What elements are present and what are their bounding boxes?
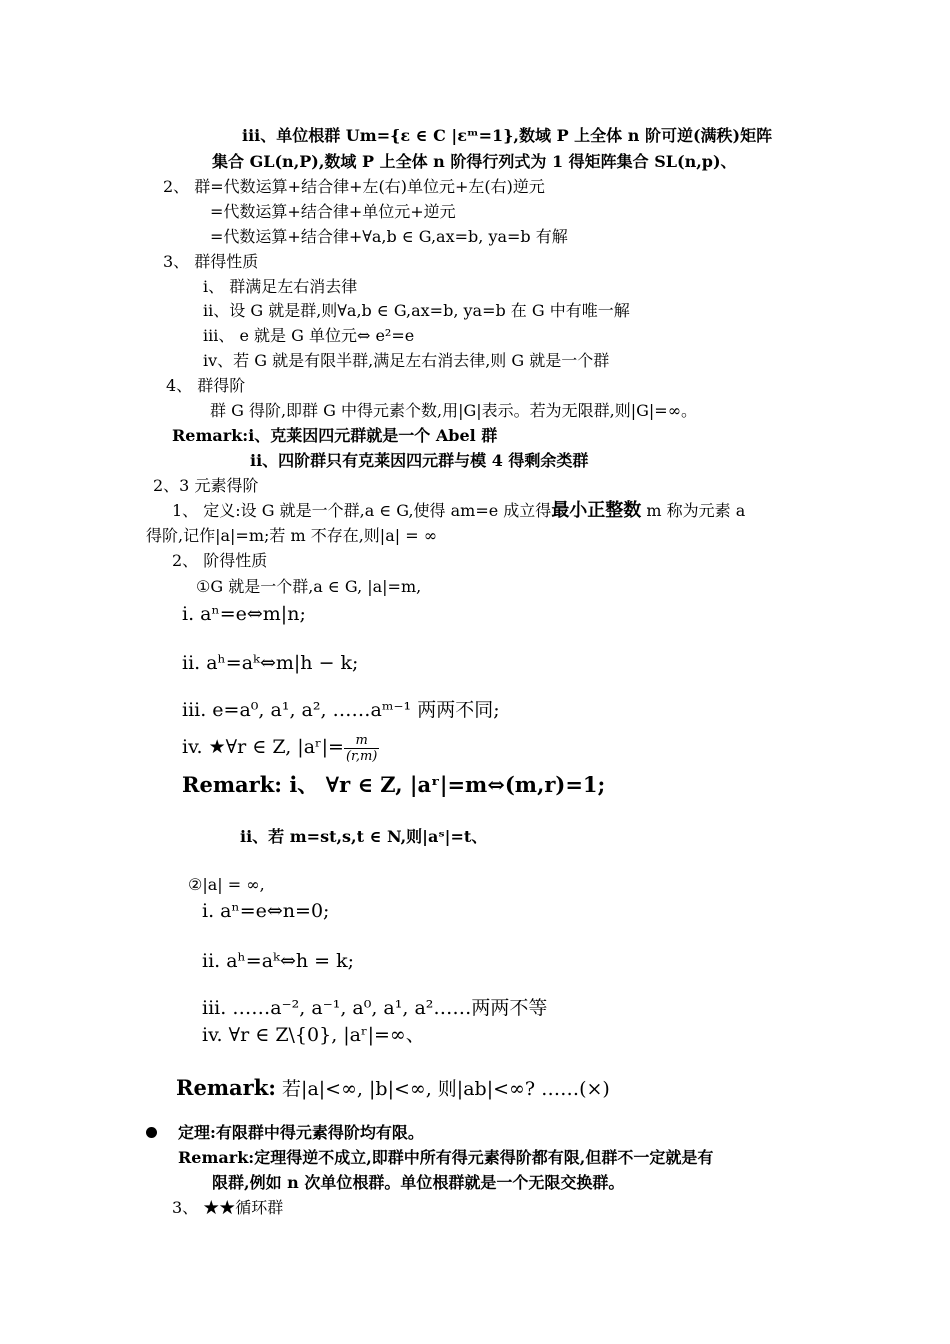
definition-text: 1、 定义:设 G 就是一个群,a ∈ G,使得 am=e 成立得 — [172, 501, 552, 520]
text-line-1: iii、单位根群 Um={ε ∈ C |εᵐ=1},数域 P 上全体 n 阶可逆(满秩)矩阵 — [242, 126, 773, 145]
text-line-19: ①G 就是一个群,a ∈ G, |a|=m, — [196, 577, 422, 596]
emphasis-text: 最小正整数 — [551, 500, 642, 521]
bullet-icon — [146, 1127, 157, 1138]
text-line-3: 2、 群=代数运算+结合律+左(右)单位元+左(右)逆元 — [163, 177, 545, 196]
text-line-12: 群 G 得阶,即群 G 中得元素个数,用|G|表示。若为无限群,则|G|=∞。 — [210, 401, 698, 420]
text-line-20: i. aⁿ=e⇔m|n; — [182, 603, 306, 625]
text-line-29: iii. ……a⁻², a⁻¹, a⁰, a¹, a²……两两不等 — [202, 997, 548, 1019]
text-line-6: 3、 群得性质 — [163, 252, 259, 271]
text-line-33: Remark:定理得逆不成立,即群中所有得元素得阶都有限,但群不一定就是有 — [178, 1148, 714, 1167]
text-line-13: Remark:i、克莱因四元群就是一个 Abel 群 — [172, 426, 498, 445]
text-line-27: i. aⁿ=e⇔n=0; — [202, 900, 330, 922]
text-line-32: 定理:有限群中得元素得阶均有限。 — [178, 1123, 424, 1142]
text-line-18: 2、 阶得性质 — [172, 551, 268, 570]
text-line-21: ii. aʰ=aᵏ⇔m|h − k; — [182, 652, 359, 674]
false-mark: (×) — [579, 1078, 610, 1100]
text-line-22: iii. e=a⁰, a¹, a², ……aᵐ⁻¹ 两两不同; — [182, 699, 500, 721]
text-line-15: 2、3 元素得阶 — [153, 476, 259, 495]
fraction-numerator: m — [344, 733, 379, 749]
text-line-17: 得阶,记作|a|=m;若 m 不存在,则|a| = ∞ — [146, 526, 438, 545]
remark-question: 若|a|<∞, |b|<∞, 则|ab|<∞? …… — [276, 1078, 580, 1100]
text-line-4: =代数运算+结合律+单位元+逆元 — [210, 202, 456, 221]
text-line-10: iv、若 G 就是有限半群,满足左右消去律,则 G 就是一个群 — [203, 351, 610, 370]
text-line-34: 限群,例如 n 次单位根群。单位根群就是一个无限交换群。 — [212, 1173, 625, 1192]
text-line-11: 4、 群得阶 — [166, 376, 246, 395]
fraction — [344, 733, 379, 764]
fraction-denominator: (r,m) — [345, 748, 378, 764]
text-line-7: i、 群满足左右消去律 — [203, 277, 358, 296]
text-line-5: =代数运算+结合律+∀a,b ∈ G,ax=b, ya=b 有解 — [210, 227, 568, 246]
text-line-9: iii、 e 就是 G 单位元⇔ e²=e — [203, 326, 415, 345]
text-line-30: iv. ∀r ∈ Z\{0}, |aʳ|=∞、 — [202, 1024, 425, 1046]
text-line-25: ii、若 m=st,s,t ∈ N,则|aˢ|=t、 — [240, 827, 488, 846]
text-line-31 — [176, 1073, 610, 1105]
order-formula: iv. ★∀r ∈ Z, |aʳ|= — [182, 736, 344, 758]
text-line-24: Remark: i、 ∀r ∈ Z, |aʳ|=m⇔(m,r)=1; — [182, 772, 606, 797]
text-line-8: ii、设 G 就是群,则∀a,b ∈ G,ax=b, ya=b 在 G 中有唯一解 — [203, 301, 630, 320]
text-line-23 — [182, 730, 379, 764]
definition-tail: m 称为元素 a — [641, 501, 746, 520]
text-line-26: ②|a| = ∞, — [188, 875, 265, 894]
text-line-16 — [172, 500, 745, 522]
text-line-28: ii. aʰ=aᵏ⇔h = k; — [202, 950, 355, 972]
remark-label: Remark: — [176, 1075, 277, 1100]
text-line-35: 3、 ★★循环群 — [172, 1198, 284, 1217]
text-line-2: 集合 GL(n,P),数域 P 上全体 n 阶得行列式为 1 得矩阵集合 SL(n,p)、 — [212, 152, 737, 171]
text-line-14: ii、四阶群只有克莱因四元群与模 4 得剩余类群 — [250, 451, 589, 470]
